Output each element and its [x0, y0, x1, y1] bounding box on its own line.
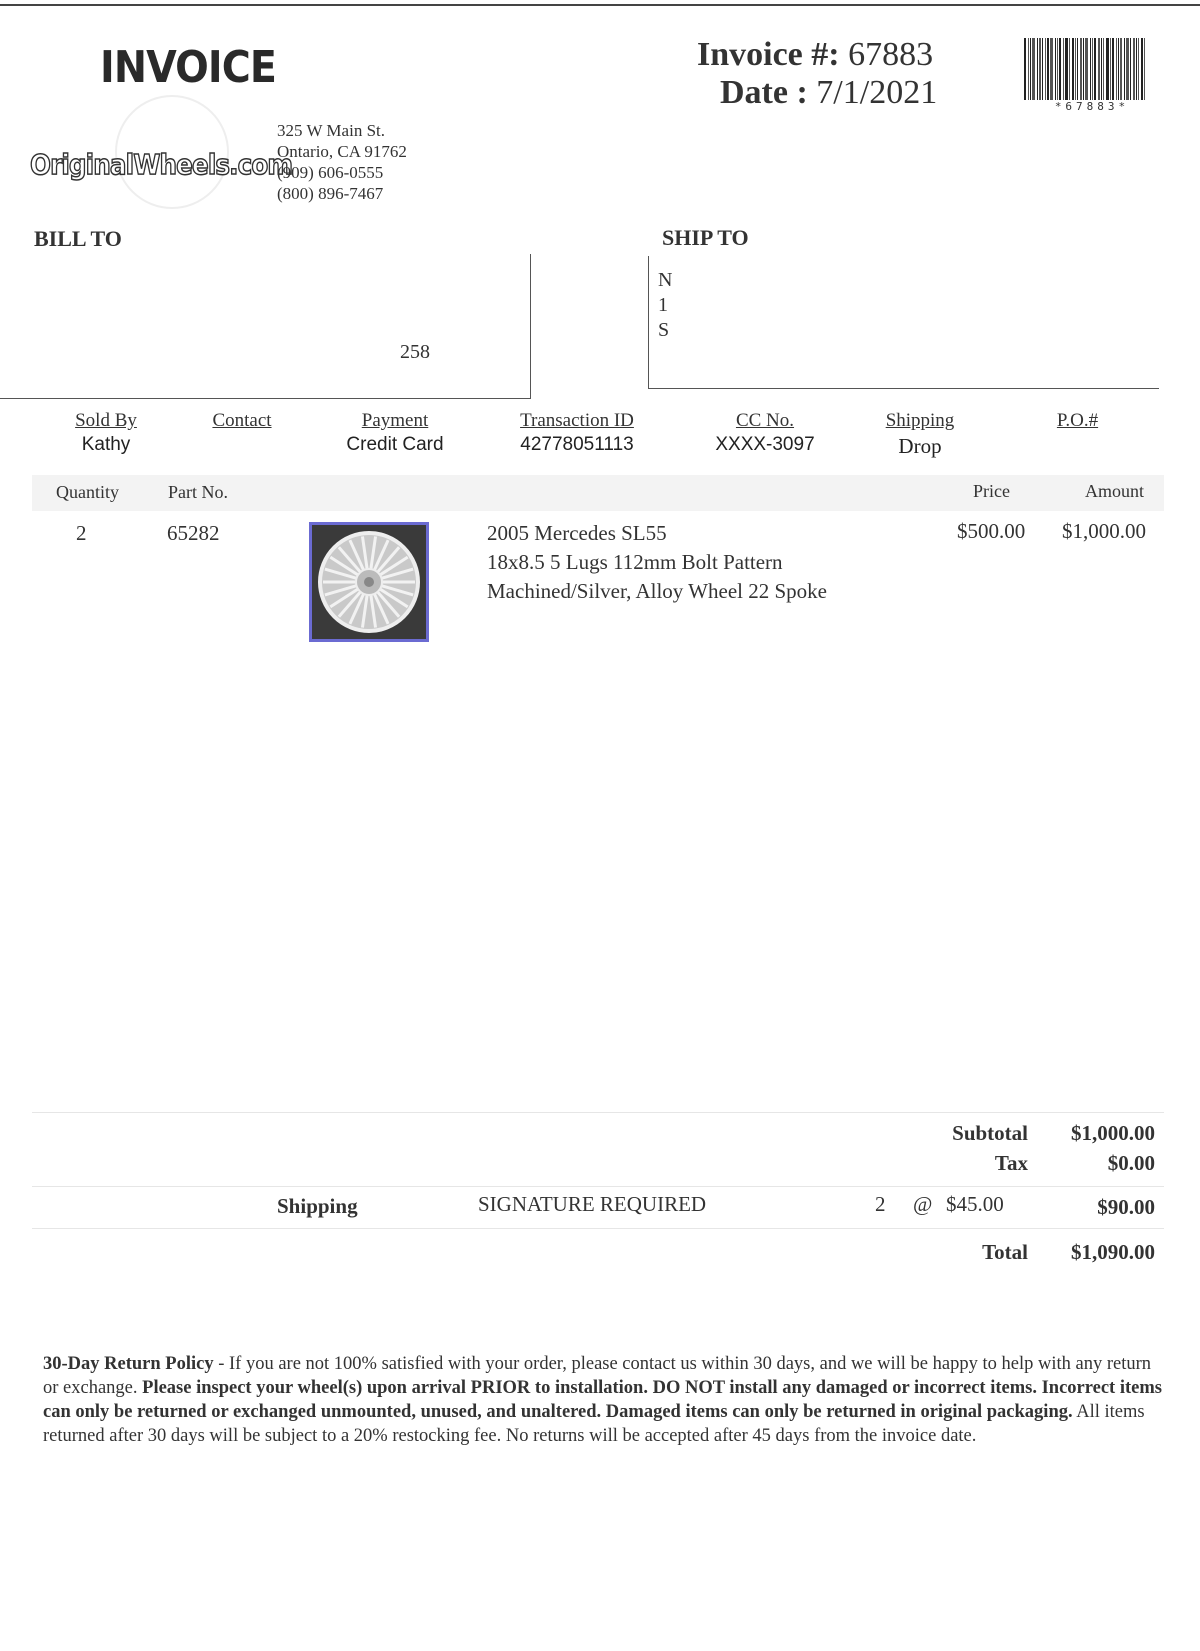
payment-label: Payment [361, 410, 429, 431]
ship-to-lines [658, 268, 672, 343]
subtotal-value: $1,000.00 [1071, 1121, 1155, 1145]
total-value: $1,090.00 [1071, 1240, 1155, 1264]
total-label: Total [982, 1240, 1028, 1264]
return-policy [43, 1352, 1163, 1448]
item-description-line-2: 18x8.5 5 Lugs 112mm Bolt Pattern [487, 550, 783, 574]
shipping-row-label: Shipping [277, 1194, 358, 1218]
address-line-2: Ontario, CA 91762 [277, 142, 407, 161]
cc-no-value: XXXX-3097 [715, 434, 815, 455]
tax-value: $0.00 [1107, 1151, 1155, 1175]
company-logo: OriginalWheels.com [30, 148, 293, 181]
document-title: INVOICE [100, 42, 277, 93]
bill-to-box [0, 254, 531, 399]
totals-divider-middle [32, 1186, 1164, 1187]
item-amount: $1,000.00 [1062, 519, 1146, 543]
shipping-value: Drop [898, 434, 942, 458]
return-policy-separator: - [213, 1354, 230, 1374]
tax-label: Tax [994, 1151, 1028, 1175]
address-line-1: 325 W Main St. [277, 121, 385, 140]
shipping-label: Shipping [885, 410, 955, 431]
bill-to-fragment: 258 [400, 341, 430, 363]
barcode-icon [1024, 38, 1160, 100]
transaction-id-column [497, 410, 657, 456]
item-description-line-1: 2005 Mercedes SL55 [487, 521, 667, 545]
sold-by-value: Kathy [81, 434, 131, 455]
sold-by-column [56, 410, 156, 456]
ship-to-label: SHIP TO [662, 225, 749, 250]
barcode-text: *67883* [1054, 100, 1130, 113]
quantity-header: Quantity [56, 482, 119, 502]
ship-to-line-2: 1 [658, 294, 668, 316]
totals-divider-bottom [32, 1228, 1164, 1229]
po-column [1030, 410, 1125, 434]
item-part-no: 65282 [167, 521, 220, 545]
payment-value: Credit Card [346, 434, 444, 455]
shipping-column [860, 410, 980, 459]
contact-column [192, 410, 292, 434]
ship-to-line-3: S [658, 319, 670, 341]
ship-to-box [648, 256, 1159, 389]
phone-2: (800) 896-7467 [277, 184, 384, 203]
amount-header: Amount [1085, 481, 1145, 501]
totals-divider-top [32, 1112, 1164, 1113]
cc-no-column [700, 410, 830, 456]
return-policy-text-2: All items returned after 30 days will be subject to a 20% restocking fee. No returns will be accepted after 45 days from the invoice date. [43, 1402, 1145, 1446]
invoice-number-label: Invoice #: [697, 36, 840, 73]
alloy-wheel-photo-icon [309, 522, 429, 642]
item-description [487, 519, 827, 606]
cc-no-label: CC No. [735, 410, 795, 431]
shipping-method: SIGNATURE REQUIRED [478, 1192, 707, 1216]
subtotal-label: Subtotal [952, 1121, 1028, 1145]
price-header: Price [973, 481, 1010, 501]
part-no-header: Part No. [168, 482, 228, 502]
return-policy-text-1: If you are not 100% satisfied with your order, please contact us within 30 days, and we will be happy to help with any return or exchange. [43, 1354, 1151, 1398]
shipping-rate: $45.00 [946, 1192, 1004, 1216]
invoice-date-label: Date : [720, 74, 808, 111]
invoice-number: 67883 [848, 36, 934, 73]
shipping-at-sign: @ [913, 1192, 933, 1216]
top-rule [0, 4, 1200, 6]
invoice-date-line [720, 74, 937, 112]
invoice-date: 7/1/2021 [816, 74, 938, 111]
shipping-amount: $90.00 [1097, 1195, 1155, 1219]
item-quantity: 2 [76, 521, 87, 545]
transaction-id-label: Transaction ID [520, 410, 634, 431]
return-policy-warning: Please inspect your wheel(s) upon arrival PRIOR to installation. DO NOT install any damaged or incorrect items. Incorrect items can only be returned or exchanged unmounted, unused, and unaltered. Damaged items can only be returned in original packaging. [43, 1378, 1162, 1422]
contact-label: Contact [212, 410, 272, 431]
company-address [277, 120, 407, 204]
sold-by-label: Sold By [75, 410, 137, 431]
return-policy-title: 30-Day Return Policy [43, 1354, 214, 1374]
po-label: P.O.# [1056, 410, 1099, 431]
shipping-quantity: 2 [875, 1192, 886, 1216]
item-price: $500.00 [957, 519, 1026, 543]
invoice-number-line [697, 36, 933, 74]
ship-to-line-1: N [658, 269, 673, 291]
item-description-line-3: Machined/Silver, Alloy Wheel 22 Spoke [487, 579, 827, 603]
transaction-id-value: 42778051113 [520, 434, 634, 455]
phone-1: (909) 606-0555 [277, 163, 384, 182]
payment-column [320, 410, 470, 456]
bill-to-label: BILL TO [34, 226, 122, 251]
